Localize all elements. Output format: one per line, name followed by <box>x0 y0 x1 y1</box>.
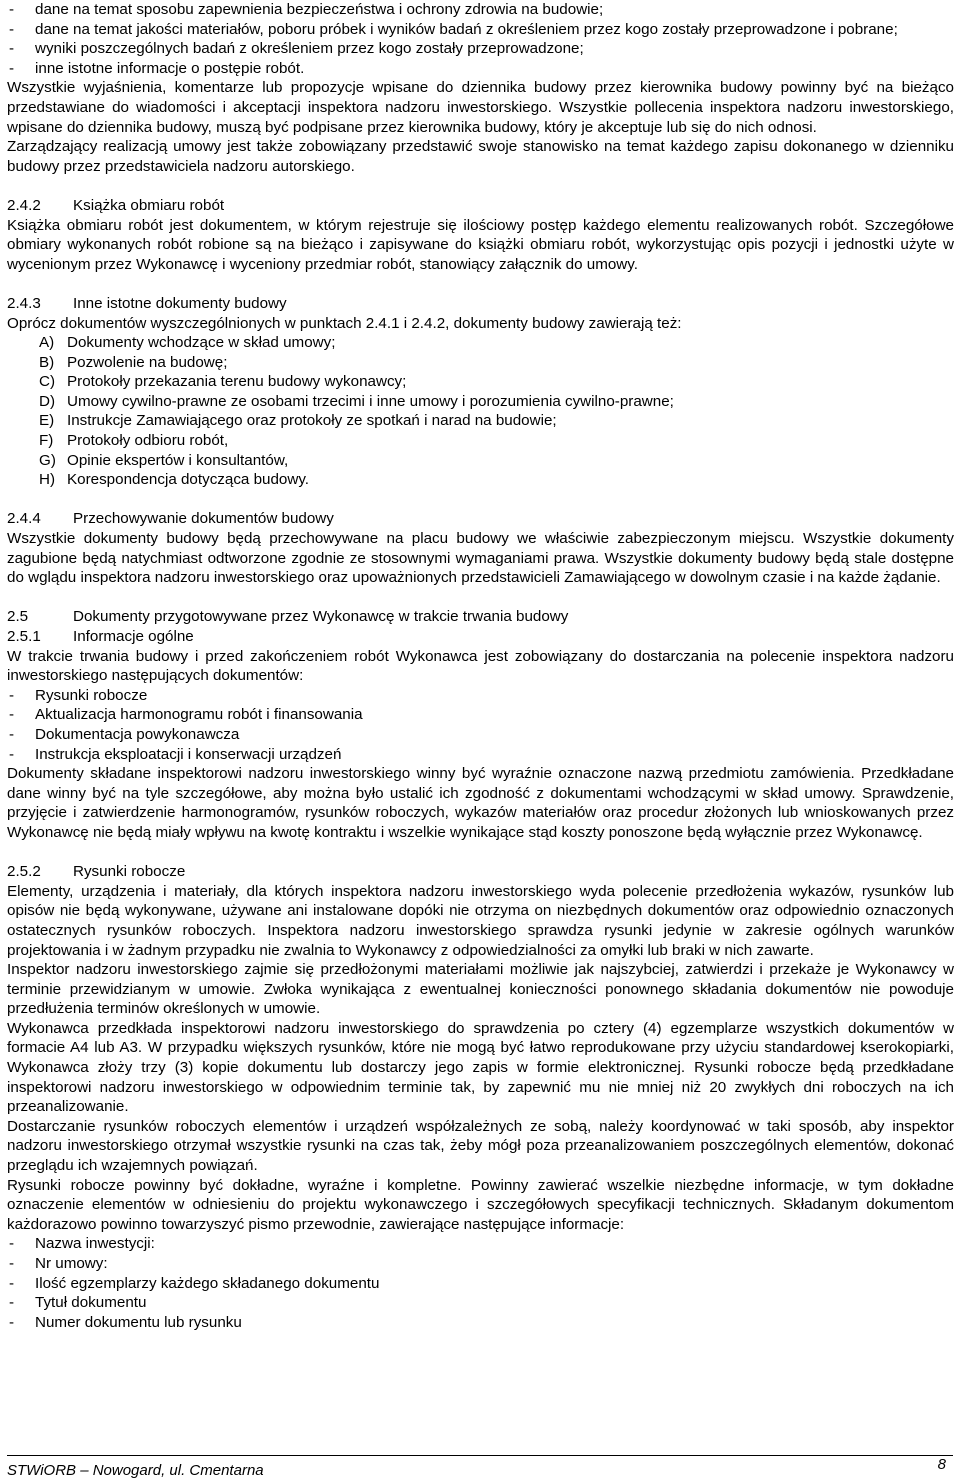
bullet-text: Numer dokumentu lub rysunku <box>35 1313 242 1331</box>
lettered-item <box>7 333 954 353</box>
section-heading <box>7 294 954 314</box>
bullet-dash: - <box>9 40 15 58</box>
lettered-item <box>7 451 954 471</box>
lettered-item <box>7 411 954 431</box>
item-text: Korespondencja dotycząca budowy. <box>67 471 310 489</box>
paragraph: Oprócz dokumentów wyszczególnionych w punktach 2.4.1 i 2.4.2, dokumenty budowy zawierają też: <box>7 314 682 332</box>
lettered-item <box>7 470 954 490</box>
lettered-item <box>7 372 954 392</box>
document-body <box>7 0 954 1332</box>
bullet-text: Nr umowy: <box>35 1255 108 1272</box>
bullet-item <box>7 0 954 20</box>
section-number: 2.4.4 <box>7 510 41 528</box>
bullet-text: wyniki poszczególnych badań z określeniem przez kogo zostały przeprowadzone; <box>35 40 584 58</box>
section-heading <box>7 627 954 647</box>
section-title: Informacje ogólne <box>73 628 194 645</box>
blank-line <box>7 588 954 608</box>
bullet-item <box>7 686 954 706</box>
bullet-dash: - <box>9 1235 15 1253</box>
bullet-item <box>7 20 954 40</box>
page-number: 8 <box>937 1456 946 1473</box>
section-title: Przechowywanie dokumentów budowy <box>73 510 334 528</box>
item-letter: F) <box>39 432 54 450</box>
bullet-dash: - <box>9 686 15 704</box>
paragraph: Elementy, urządzenia i materiały, dla których inspektora nadzoru inwestorskiego wyda polecenie przedłożenia wykazów, rysunków lub opisów nie będą wykonywane, używane ani instalowane dopóki nie otrzyma on niezbędnych dokumentów oraz odpowiednio oznaczonych ostatecznych rysunków roboczych. Inspektora nadzoru inwestorskiego sprawdza rysunki jedynie w zakresie ogólnych warunków projektowania i w żadnym przypadku nie zwalnia to Wykonawcy z odpowiedzialności za omyłki lub braki w nich zawarte. <box>7 882 954 959</box>
section-title: Książka obmiaru robót <box>73 196 225 214</box>
blank-line <box>7 843 954 863</box>
item-text: Instrukcje Zamawiającego oraz protokoły ze spotkań i narad na budowie; <box>67 412 557 430</box>
section-number: 2.5.1 <box>7 628 41 645</box>
section-number: 2.5 <box>7 608 29 626</box>
section-title: Dokumenty przygotowywane przez Wykonawcę w trakcie trwania budowy <box>73 608 569 626</box>
bullet-dash: - <box>9 725 15 743</box>
bullet-text: Ilość egzemplarzy każdego składanego dokumentu <box>35 1274 380 1292</box>
section-number: 2.4.2 <box>7 196 41 214</box>
section-heading <box>7 196 954 216</box>
section-title: Inne istotne dokumenty budowy <box>73 294 287 312</box>
item-text: Pozwolenie na budowę; <box>67 353 228 371</box>
section-heading <box>7 607 954 627</box>
blank-line <box>7 274 954 294</box>
item-letter: B) <box>39 353 55 371</box>
paragraph: Książka obmiaru robót jest dokumentem, w którym rejestruje się ilościowy postęp każdego elementu realizowanych robót. Szczegółowe obmiary wykonanych robót robione są na bieżąco i zapisywane do książki obmiaru robót, wykorzystując opis pozycji i jednostki użyte w wycenionym przez Wykonawcę i wyceniony przedmiar robót, stanowiący załącznik do umowy. <box>7 216 954 273</box>
item-letter: G) <box>39 451 56 469</box>
item-text: Umowy cywilno-prawne ze osobami trzecimi i inne umowy i porozumienia cywilno-prawne; <box>67 392 674 410</box>
item-text: Dokumenty wchodzące w skład umowy; <box>67 334 336 352</box>
bullet-text: Nazwa inwestycji: <box>35 1235 155 1253</box>
bullet-item <box>7 59 954 79</box>
item-letter: C) <box>39 373 56 391</box>
lettered-item <box>7 431 954 451</box>
blank-line <box>7 490 954 510</box>
paragraph: Wszystkie dokumenty budowy będą przechowywane na placu budowy we właściwie zabezpieczonym miejscu. Wszystkie dokumenty zagubione będą natychmiast odtworzone zgodnie ze stosownymi wymaganiami prawa. Wszystkie dokumenty budowy będą stale dostępne do wglądu inspektora nadzoru inwestorskiego oraz upoważnionych przedstawicieli Zamawiającego w dowolnym czasie i na każde żądanie. <box>7 530 954 587</box>
bullet-text: inne istotne informacje o postępie robót. <box>35 59 305 77</box>
bullet-item <box>7 1254 954 1274</box>
item-letter: D) <box>39 392 56 410</box>
bullet-dash: - <box>9 745 15 763</box>
footer-rule <box>7 1455 953 1456</box>
footer-text: STWiORB – Nowogard, ul. Cmentarna <box>7 1462 264 1479</box>
bullet-text: Dokumentacja powykonawcza <box>35 725 240 743</box>
bullet-text: Tytuł dokumentu <box>35 1294 147 1312</box>
paragraph: Rysunki robocze powinny być dokładne, wyraźne i kompletne. Powinny zawierać wszelkie niezbędne informacje, w tym dokładne oznaczenie elementów w odniesieniu do projektu wykonawczego i szczegółowych specyfikacji technicznych. Składanym dokumentom każdorazowo powinno towarzyszyć pismo przewodnie, zawierające następujące informacje: <box>7 1176 954 1233</box>
paragraph: Zarządzający realizacją umowy jest także zobowiązany przedstawić swoje stanowisko na temat każdego zapisu dokonanego w dzienniku budowy przez przedstawiciela nadzoru autorskiego. <box>7 138 954 175</box>
item-letter: A) <box>39 334 55 352</box>
paragraph: Dostarczanie rysunków roboczych elementów i urządzeń współzależnych ze sobą, należy koordynować w taki sposób, aby inspektor nadzoru inwestorskiego otrzymał wszystkie rysunki na czas tak, żeby mógł poza przeanalizowaniem poszczególnych elementów, dokonać przeglądu ich wzajemnych powiązań. <box>7 1117 954 1175</box>
item-letter: H) <box>39 471 56 489</box>
paragraph: Wszystkie wyjaśnienia, komentarze lub propozycje wpisane do dziennika budowy przez kierownika budowy powinny być na bieżąco przedstawiane do wiadomości i akceptacji inspektora nadzoru inwestorskiego. Wszystkie pollecenia inspektora nadzoru inwestorskiego, wpisane do dziennika budowy, muszą być podpisane przez kierownika budowy, który je akceptuje lub się do nich odnosi. <box>7 79 954 136</box>
lettered-item <box>7 353 954 373</box>
item-text: Opinie ekspertów i konsultantów, <box>67 451 289 469</box>
bullet-dash: - <box>9 59 15 77</box>
section-heading <box>7 862 954 882</box>
section-heading <box>7 509 954 529</box>
bullet-dash: - <box>9 20 15 38</box>
bullet-item <box>7 39 954 59</box>
bullet-dash: - <box>9 1274 15 1292</box>
bullet-text: Rysunki robocze <box>35 686 148 704</box>
bullet-text: Aktualizacja harmonogramu robót i finansowania <box>35 706 363 724</box>
bullet-dash: - <box>9 1 15 18</box>
item-letter: E) <box>39 412 55 430</box>
section-number: 2.4.3 <box>7 294 41 312</box>
paragraph: Wykonawca przedkłada inspektorowi nadzoru inwestorskiego do sprawdzenia po cztery (4) egzemplarze wszystkich dokumentów w formacie A4 lub A3. W przypadku większych rysunków, które nie mogą być łatwo reprodukowane przy użyciu standardowej kserokopiarki, Wykonawca złoży trzy (3) kopie dokumentu lub dostarczy jego zapis w formie elektronicznej. Rysunki robocze będą przedkładane inspektorowi nadzoru inwestorskiego w odpowiednim terminie tak, by zapewnić mu nie mniej niż 20 zwykłych dni roboczych na ich przeanalizowanie. <box>7 1019 954 1116</box>
item-text: Protokoły przekazania terenu budowy wykonawcy; <box>67 373 407 391</box>
section-number: 2.5.2 <box>7 863 41 881</box>
blank-line <box>7 176 954 196</box>
paragraph: W trakcie trwania budowy i przed zakończeniem robót Wykonawca jest zobowiązany do dostarczania na polecenie inspektora nadzoru inwestorskiego następujących dokumentów: <box>7 647 954 685</box>
bullet-item <box>7 1313 954 1333</box>
bullet-item <box>7 1274 954 1294</box>
bullet-item <box>7 1293 954 1313</box>
section-title: Rysunki robocze <box>73 863 186 881</box>
bullet-dash: - <box>9 1255 15 1272</box>
bullet-dash: - <box>9 1313 15 1331</box>
paragraph: Inspektor nadzoru inwestorskiego zajmie się przedłożonymi materiałami możliwie jak najszybciej, zatwierdzi i przekaże je Wykonawcy w terminie przewidzianym w umowie. Zwłoka wynikająca z ewentualnej konieczności ponownego składania dokumentów nie powoduje przedłużenia terminów określonych w umowie. <box>7 961 954 1018</box>
bullet-dash: - <box>9 1294 15 1312</box>
bullet-item <box>7 705 954 725</box>
bullet-text: Instrukcja eksploatacji i konserwacji urządzeń <box>35 745 342 763</box>
bullet-text: dane na temat sposobu zapewnienia bezpieczeństwa i ochrony zdrowia na budowie; <box>35 1 604 18</box>
bullet-item <box>7 1234 954 1254</box>
bullet-text: dane na temat jakości materiałów, poboru próbek i wyników badań z określeniem przez kogo zostały przeprowadzone i pobrane; <box>35 20 898 38</box>
item-text: Protokoły odbioru robót, <box>67 432 229 450</box>
paragraph: Dokumenty składane inspektorowi nadzoru inwestorskiego winny być wyraźnie oznaczone nazwą przedmiotu zamówienia. Przedkładane dane winny być na tyle szczegółowe, aby można było ustalić ich zgodność z dokumentami wchodzącymi w skład umowy. Sprawdzenie, przyjęcie i zatwierdzenie harmonogramów, rysunków roboczych, wykazów materiałów oraz procedur złożonych lub wnioskowanych przez Wykonawcę nie będą miały wpływu na kwotę kontraktu i wszelkie wynikające stąd koszty ponoszone będą wyłącznie przez Wykonawcę. <box>7 765 954 841</box>
bullet-dash: - <box>9 706 15 724</box>
bullet-item <box>7 725 954 745</box>
lettered-item <box>7 392 954 412</box>
bullet-item <box>7 745 954 765</box>
